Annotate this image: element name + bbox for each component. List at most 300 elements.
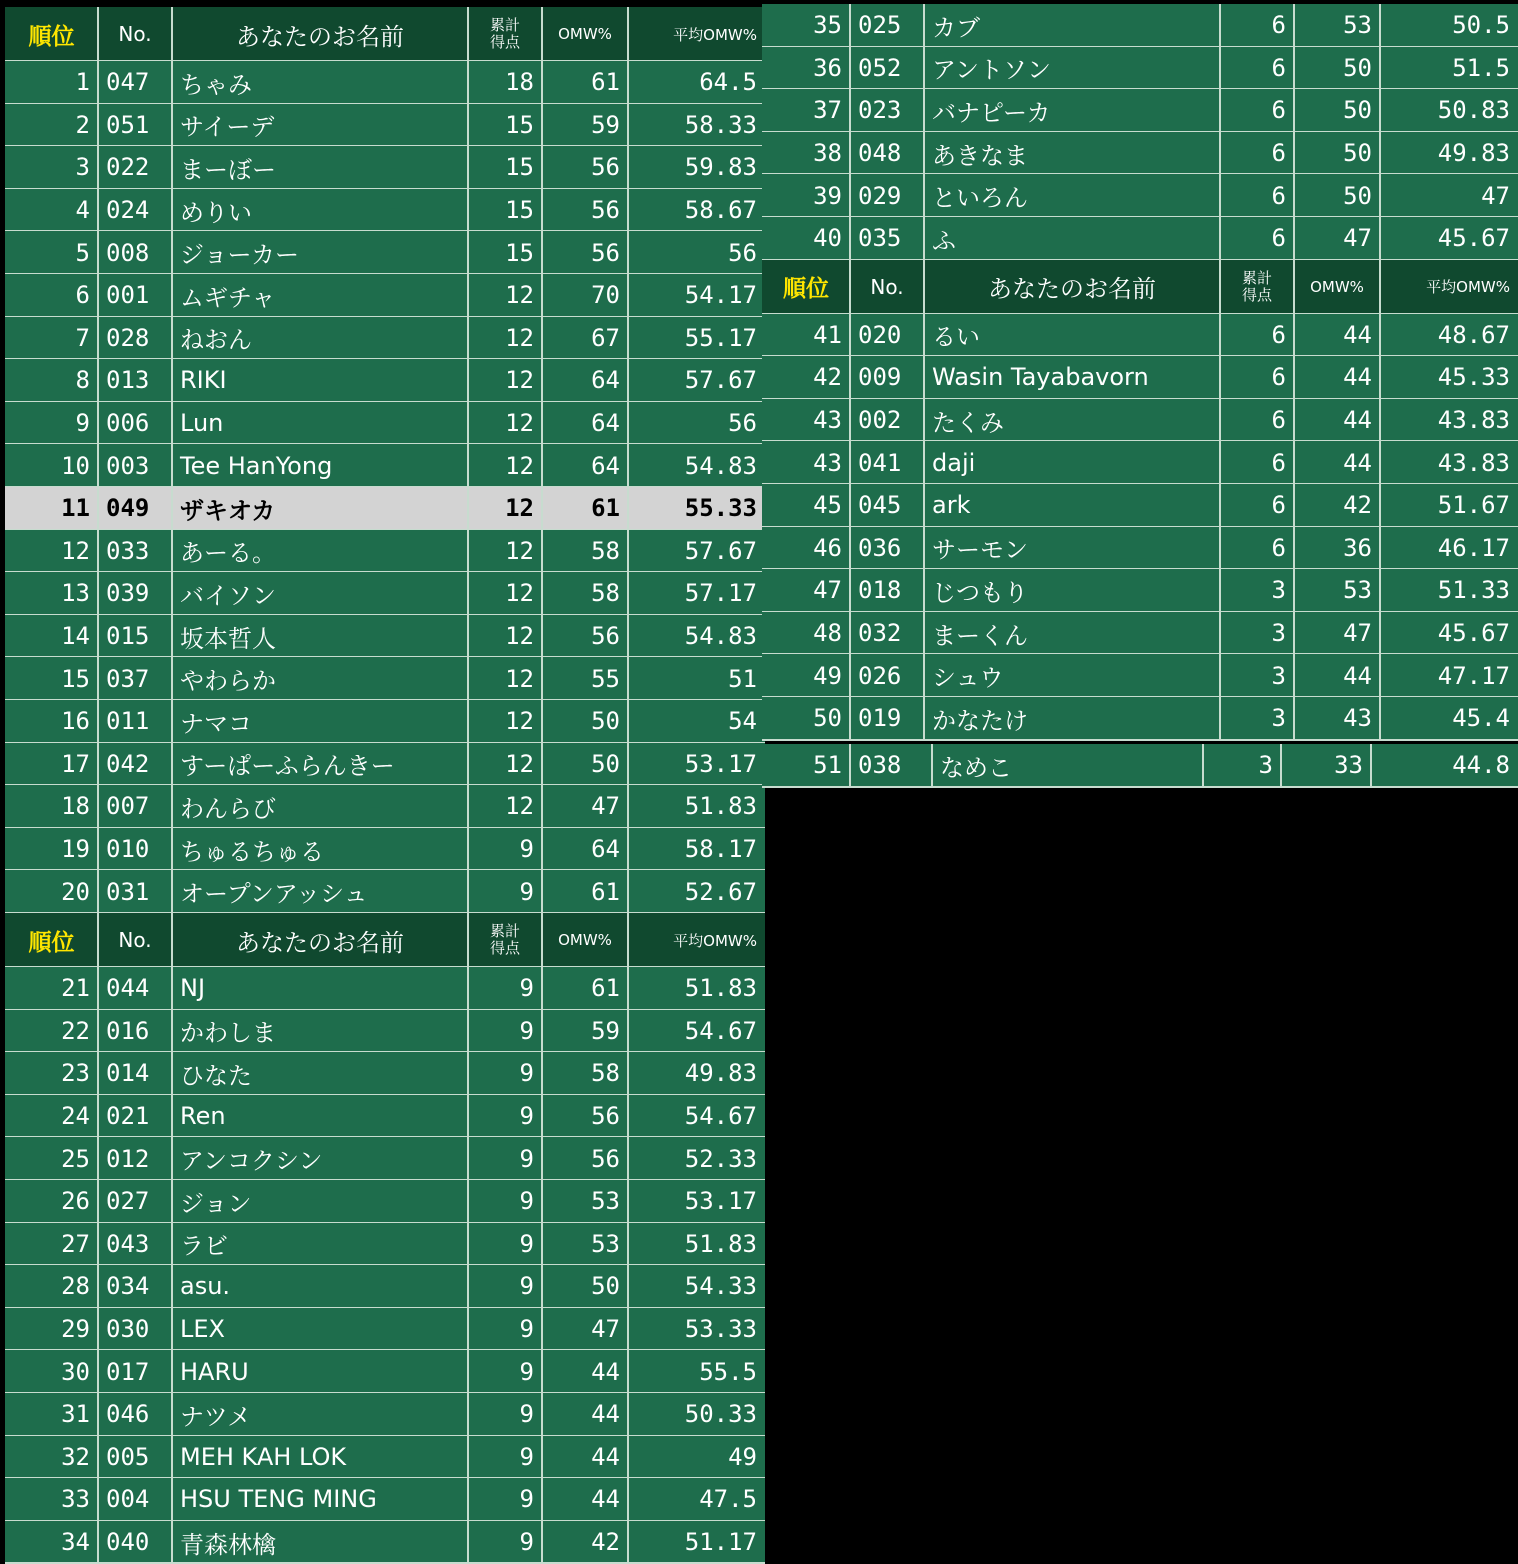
entry-number-cell: 036 — [858, 533, 902, 562]
header-no: No. — [870, 274, 904, 299]
table-row[interactable] — [762, 314, 1518, 357]
points-cell: 12 — [505, 749, 534, 778]
entry-number-cell: 017 — [106, 1357, 150, 1386]
column-divider — [1219, 314, 1221, 357]
column-divider — [1280, 744, 1282, 787]
avg-omw-cell: 49.83 — [1437, 139, 1510, 168]
table-row[interactable] — [5, 870, 765, 913]
points-cell: 9 — [519, 1016, 534, 1045]
avg-omw-cell: 56 — [728, 238, 757, 267]
table-row[interactable] — [762, 744, 1518, 787]
column-divider — [97, 444, 99, 487]
column-divider — [541, 785, 543, 828]
avg-omw-cell: 51.17 — [684, 1528, 757, 1557]
table-row[interactable] — [5, 785, 765, 828]
column-divider — [467, 1478, 469, 1521]
entry-number-cell: 018 — [858, 576, 902, 605]
table-row[interactable] — [5, 1052, 765, 1095]
omw-cell: 42 — [591, 1528, 620, 1557]
player-name-cell: アントソン — [932, 56, 1052, 85]
column-divider — [97, 274, 99, 317]
table-row[interactable] — [762, 399, 1518, 442]
table-row[interactable] — [5, 1010, 765, 1053]
column-divider — [97, 657, 99, 700]
points-cell: 6 — [1271, 181, 1286, 210]
table-row[interactable] — [5, 657, 765, 700]
player-name-cell: るい — [932, 323, 980, 352]
column-divider — [1219, 217, 1221, 260]
column-divider — [97, 700, 99, 743]
header-avg-omw: 平均OMW% — [1426, 278, 1510, 297]
column-divider — [923, 612, 925, 655]
entry-number-cell: 043 — [106, 1229, 150, 1258]
player-name-cell: ark — [932, 491, 971, 520]
rank-cell: 11 — [61, 494, 90, 523]
omw-cell: 59 — [591, 110, 620, 139]
column-divider — [171, 1095, 173, 1138]
column-divider — [97, 1010, 99, 1053]
table-row[interactable] — [5, 967, 765, 1010]
table-row[interactable] — [5, 1350, 765, 1393]
table-row[interactable] — [762, 89, 1518, 132]
table-row[interactable] — [5, 146, 765, 189]
entry-number-cell: 008 — [106, 238, 150, 267]
avg-omw-cell: 45.67 — [1437, 224, 1510, 253]
column-divider — [171, 1010, 173, 1053]
column-divider — [467, 828, 469, 871]
table-row[interactable] — [762, 356, 1518, 399]
table-row[interactable] — [762, 174, 1518, 217]
column-divider — [627, 189, 629, 232]
column-divider — [541, 402, 543, 445]
column-divider — [1379, 484, 1381, 527]
column-divider — [1293, 654, 1295, 697]
avg-omw-cell: 57.17 — [684, 579, 757, 608]
column-divider — [923, 4, 925, 47]
table-row[interactable] — [5, 317, 765, 360]
column-divider — [627, 1052, 629, 1095]
player-name-cell: めりい — [180, 198, 252, 227]
omw-cell: 44 — [591, 1357, 620, 1386]
row-divider — [762, 739, 1518, 741]
column-divider — [541, 104, 543, 147]
column-divider — [923, 217, 925, 260]
player-name-cell: ねおん — [180, 326, 252, 355]
rank-cell: 20 — [61, 877, 90, 906]
column-divider — [1293, 4, 1295, 47]
column-divider — [171, 61, 173, 104]
table-row[interactable] — [762, 527, 1518, 570]
header-no: No. — [118, 22, 152, 46]
table-row[interactable] — [762, 697, 1518, 740]
column-divider — [467, 1223, 469, 1266]
omw-cell: 42 — [1343, 491, 1372, 520]
column-divider — [171, 274, 173, 317]
column-divider — [171, 967, 173, 1010]
avg-omw-cell: 51.5 — [1452, 53, 1510, 82]
column-divider — [1379, 314, 1381, 357]
rank-cell: 22 — [61, 1016, 90, 1045]
player-name-cell: アンコクシン — [180, 1147, 323, 1176]
avg-omw-cell: 47 — [1481, 181, 1510, 210]
column-divider — [627, 657, 629, 700]
rank-cell: 40 — [813, 224, 842, 253]
column-divider — [849, 132, 851, 175]
table-row[interactable] — [5, 1436, 765, 1479]
rank-cell: 15 — [61, 664, 90, 693]
avg-omw-cell: 56 — [728, 409, 757, 438]
column-divider — [171, 615, 173, 658]
avg-omw-cell: 55.33 — [684, 494, 757, 523]
column-divider — [467, 189, 469, 232]
column-divider — [627, 1265, 629, 1308]
entry-number-cell: 023 — [858, 96, 902, 125]
column-divider — [627, 743, 629, 786]
rank-cell: 9 — [75, 409, 90, 438]
points-cell: 12 — [505, 536, 534, 565]
player-name-cell: NJ — [180, 974, 206, 1003]
column-divider — [97, 1308, 99, 1351]
player-name-cell: シュウ — [932, 664, 1004, 693]
table-row[interactable] — [5, 274, 765, 317]
column-divider — [171, 359, 173, 402]
column-divider — [1219, 399, 1221, 442]
column-divider — [849, 697, 851, 740]
column-divider — [627, 146, 629, 189]
rank-cell: 7 — [75, 323, 90, 352]
column-divider — [923, 89, 925, 132]
rank-cell: 28 — [61, 1272, 90, 1301]
points-cell: 9 — [519, 1400, 534, 1429]
table-row-highlighted[interactable] — [5, 487, 765, 530]
column-divider — [627, 828, 629, 871]
omw-cell: 50 — [1343, 96, 1372, 125]
column-divider — [627, 1478, 629, 1521]
omw-cell: 53 — [1343, 576, 1372, 605]
column-divider — [97, 1478, 99, 1521]
table-row[interactable] — [5, 189, 765, 232]
table-row[interactable] — [5, 1308, 765, 1351]
column-divider — [97, 785, 99, 828]
table-row[interactable] — [5, 1478, 765, 1521]
table-row[interactable] — [5, 615, 765, 658]
omw-cell: 56 — [591, 1102, 620, 1131]
avg-omw-cell: 57.67 — [684, 536, 757, 565]
entry-number-cell: 020 — [858, 320, 902, 349]
column-divider — [171, 1393, 173, 1436]
column-divider — [849, 174, 851, 217]
column-divider — [1219, 89, 1221, 132]
entry-number-cell: 007 — [106, 792, 150, 821]
omw-cell: 64 — [591, 835, 620, 864]
points-cell: 12 — [505, 451, 534, 480]
avg-omw-cell: 51.83 — [684, 1229, 757, 1258]
column-divider — [627, 444, 629, 487]
column-divider — [1219, 260, 1221, 314]
column-divider — [627, 967, 629, 1010]
column-divider — [467, 1052, 469, 1095]
column-divider — [171, 1308, 173, 1351]
column-divider — [541, 231, 543, 274]
avg-omw-cell: 51.67 — [1437, 491, 1510, 520]
header-omw: OMW% — [558, 25, 612, 43]
rank-cell: 38 — [813, 139, 842, 168]
table-row[interactable] — [5, 402, 765, 445]
omw-cell: 50 — [1343, 181, 1372, 210]
table-row[interactable] — [762, 569, 1518, 612]
header-name: あなたのお名前 — [988, 275, 1156, 304]
column-divider — [849, 260, 851, 314]
column-divider — [97, 870, 99, 913]
omw-cell: 53 — [1343, 11, 1372, 40]
avg-omw-cell: 43.83 — [1437, 448, 1510, 477]
player-name-cell: Tee HanYong — [180, 451, 333, 480]
entry-number-cell: 046 — [106, 1400, 150, 1429]
column-divider — [1379, 356, 1381, 399]
rank-cell: 14 — [61, 622, 90, 651]
points-cell: 9 — [519, 974, 534, 1003]
column-divider — [1219, 174, 1221, 217]
table-row[interactable] — [5, 1223, 765, 1266]
column-divider — [171, 1436, 173, 1479]
rank-cell: 49 — [813, 661, 842, 690]
column-divider — [541, 7, 543, 61]
avg-omw-cell: 52.67 — [684, 877, 757, 906]
table-row[interactable] — [5, 231, 765, 274]
rank-cell: 2 — [75, 110, 90, 139]
omw-cell: 44 — [1343, 363, 1372, 392]
table-row[interactable] — [5, 572, 765, 615]
player-name-cell: ラビ — [180, 1232, 228, 1261]
player-name-cell: Lun — [180, 409, 224, 438]
column-divider — [467, 967, 469, 1010]
column-divider — [1219, 132, 1221, 175]
player-name-cell: といろん — [932, 184, 1028, 213]
column-divider — [541, 359, 543, 402]
column-divider — [467, 61, 469, 104]
omw-cell: 44 — [1343, 320, 1372, 349]
entry-number-cell: 039 — [106, 579, 150, 608]
column-divider — [541, 615, 543, 658]
table-header — [762, 260, 1518, 314]
omw-cell: 56 — [591, 1144, 620, 1173]
entry-number-cell: 011 — [106, 707, 150, 736]
entry-number-cell: 033 — [106, 536, 150, 565]
column-divider — [627, 231, 629, 274]
entry-number-cell: 013 — [106, 366, 150, 395]
table-header — [5, 913, 765, 967]
table-row[interactable] — [762, 612, 1518, 655]
rank-cell: 21 — [61, 974, 90, 1003]
column-divider — [97, 487, 99, 530]
points-cell: 9 — [519, 1102, 534, 1131]
entry-number-cell: 012 — [106, 1144, 150, 1173]
table-row[interactable] — [762, 654, 1518, 697]
omw-cell: 61 — [591, 974, 620, 1003]
column-divider — [923, 527, 925, 570]
table-row[interactable] — [5, 530, 765, 573]
rank-cell: 4 — [75, 196, 90, 225]
header-points-line1: 累計 — [489, 922, 520, 940]
table-row[interactable] — [5, 1180, 765, 1223]
table-row[interactable] — [5, 61, 765, 104]
omw-cell: 44 — [591, 1400, 620, 1429]
column-divider — [627, 572, 629, 615]
entry-number-cell: 045 — [858, 491, 902, 520]
column-divider — [171, 828, 173, 871]
column-divider — [627, 1350, 629, 1393]
omw-cell: 50 — [1343, 139, 1372, 168]
column-divider — [97, 828, 99, 871]
column-divider — [97, 189, 99, 232]
column-divider — [541, 1521, 543, 1564]
column-divider — [171, 487, 173, 530]
table-row[interactable] — [762, 441, 1518, 484]
avg-omw-cell: 45.33 — [1437, 363, 1510, 392]
column-divider — [1293, 260, 1295, 314]
rank-cell: 47 — [813, 576, 842, 605]
table-row[interactable] — [5, 1393, 765, 1436]
omw-cell: 50 — [1343, 53, 1372, 82]
entry-number-cell: 042 — [106, 749, 150, 778]
points-cell: 3 — [1271, 704, 1286, 733]
rank-cell: 6 — [75, 281, 90, 310]
column-divider — [467, 444, 469, 487]
header-points-line2: 得点 — [489, 939, 520, 957]
column-divider — [1293, 612, 1295, 655]
column-divider — [467, 1137, 469, 1180]
table-row[interactable] — [5, 1521, 765, 1564]
column-divider — [171, 913, 173, 967]
rank-cell: 10 — [61, 451, 90, 480]
column-divider — [171, 444, 173, 487]
table-header — [5, 7, 765, 61]
column-divider — [1219, 4, 1221, 47]
column-divider — [1293, 217, 1295, 260]
points-cell: 6 — [1271, 320, 1286, 349]
table-row[interactable] — [5, 104, 765, 147]
column-divider — [171, 657, 173, 700]
column-divider — [541, 1010, 543, 1053]
player-name-cell: なめこ — [940, 753, 1012, 782]
column-divider — [541, 657, 543, 700]
avg-omw-cell: 48.67 — [1437, 320, 1510, 349]
column-divider — [849, 217, 851, 260]
points-cell: 9 — [519, 1528, 534, 1557]
header-rank: 順位 — [28, 23, 75, 50]
rank-cell: 1 — [75, 68, 90, 97]
column-divider — [849, 356, 851, 399]
rank-cell: 37 — [813, 96, 842, 125]
table-row[interactable] — [5, 1095, 765, 1138]
avg-omw-cell: 64.5 — [699, 68, 757, 97]
column-divider — [467, 1180, 469, 1223]
column-divider — [171, 1265, 173, 1308]
rank-cell: 48 — [813, 619, 842, 648]
entry-number-cell: 029 — [858, 181, 902, 210]
column-divider — [541, 870, 543, 913]
column-divider — [849, 654, 851, 697]
column-divider — [849, 47, 851, 90]
column-divider — [467, 1265, 469, 1308]
player-name-cell: ちゅるちゅる — [180, 837, 324, 866]
points-cell: 15 — [505, 110, 534, 139]
player-name-cell: ふ — [932, 226, 956, 255]
table-row[interactable] — [5, 444, 765, 487]
column-divider — [627, 61, 629, 104]
player-name-cell: かなたけ — [932, 706, 1028, 735]
player-name-cell: asu. — [180, 1272, 231, 1301]
rank-cell: 25 — [61, 1144, 90, 1173]
entry-number-cell: 051 — [106, 110, 150, 139]
rank-cell: 29 — [61, 1315, 90, 1344]
entry-number-cell: 027 — [106, 1187, 150, 1216]
avg-omw-cell: 49 — [728, 1442, 757, 1471]
column-divider — [1293, 356, 1295, 399]
column-divider — [931, 744, 933, 787]
omw-cell: 33 — [1334, 751, 1363, 780]
column-divider — [467, 913, 469, 967]
column-divider — [467, 359, 469, 402]
table-row[interactable] — [762, 217, 1518, 260]
table-row[interactable] — [5, 743, 765, 786]
rank-cell: 46 — [813, 533, 842, 562]
column-divider — [1293, 399, 1295, 442]
entry-number-cell: 028 — [106, 323, 150, 352]
table-row[interactable] — [762, 132, 1518, 175]
player-name-cell: ザキオカ — [180, 496, 276, 525]
column-divider — [923, 314, 925, 357]
entry-number-cell: 025 — [858, 11, 902, 40]
table-row[interactable] — [762, 484, 1518, 527]
omw-cell: 50 — [591, 749, 620, 778]
table-row[interactable] — [5, 359, 765, 402]
column-divider — [1219, 441, 1221, 484]
points-cell: 9 — [519, 1272, 534, 1301]
rank-cell: 51 — [813, 751, 842, 780]
points-cell: 12 — [505, 409, 534, 438]
player-name-cell: まーぼー — [180, 155, 276, 184]
column-divider — [467, 274, 469, 317]
avg-omw-cell: 54.83 — [684, 622, 757, 651]
column-divider — [1379, 132, 1381, 175]
header-avg-omw: 平均OMW% — [673, 931, 757, 950]
column-divider — [97, 1436, 99, 1479]
player-name-cell: カブ — [932, 13, 980, 42]
column-divider — [627, 1180, 629, 1223]
avg-omw-cell: 51.83 — [684, 974, 757, 1003]
table-row[interactable] — [762, 47, 1518, 90]
table-row[interactable] — [5, 700, 765, 743]
table-row[interactable] — [5, 828, 765, 871]
table-row[interactable] — [5, 1265, 765, 1308]
table-row[interactable] — [5, 1137, 765, 1180]
column-divider — [541, 317, 543, 360]
column-divider — [1293, 484, 1295, 527]
omw-cell: 44 — [591, 1485, 620, 1514]
column-divider — [541, 1308, 543, 1351]
entry-number-cell: 026 — [858, 661, 902, 690]
column-divider — [1293, 132, 1295, 175]
rank-cell: 50 — [813, 704, 842, 733]
table-row[interactable] — [762, 4, 1518, 47]
column-divider — [849, 484, 851, 527]
column-divider — [849, 744, 851, 787]
rank-cell: 16 — [61, 707, 90, 736]
column-divider — [627, 1010, 629, 1053]
column-divider — [97, 1223, 99, 1266]
column-divider — [1202, 744, 1204, 787]
